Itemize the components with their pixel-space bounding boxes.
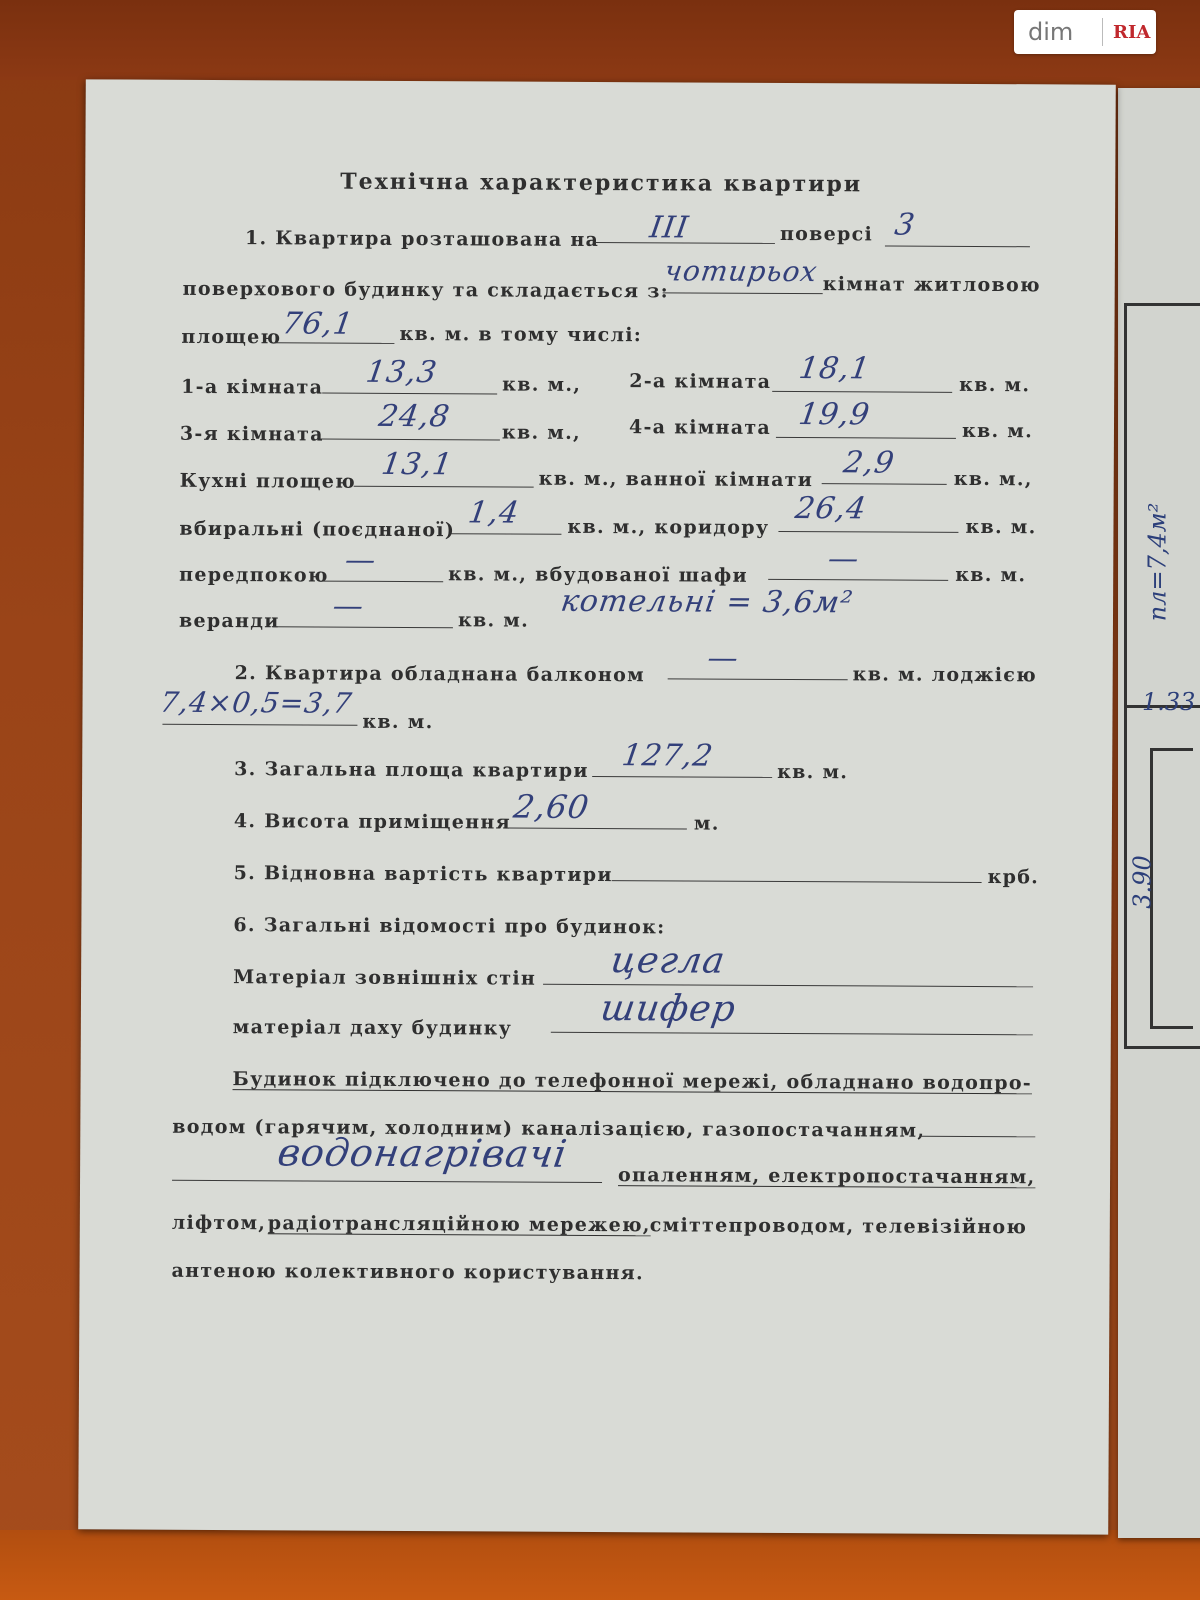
cost-unit: крб. [987, 866, 1040, 889]
p3-label: 3. Загальна площа квартири [234, 758, 589, 782]
field-veranda: — [330, 588, 367, 624]
kitchen-label: Кухні площею [179, 469, 356, 493]
p4-label: 4. Висота приміщення [233, 810, 512, 834]
veranda-label: веранди [178, 609, 280, 633]
room1-label: 1-а кімната [181, 375, 324, 399]
field-height: 2,60 [511, 787, 593, 826]
field-room4-line [776, 437, 956, 439]
field-toilet: 1,4 [465, 495, 522, 531]
floorplan-note: пл=7,4м² [1143, 502, 1172, 622]
field-kitchen: 13,1 [379, 446, 456, 483]
floorplan-dimension-vertical: 3.90 [1128, 855, 1157, 909]
field-roof: шифер [597, 988, 739, 1030]
room3-label: 3-я кімната [179, 422, 324, 446]
walls-label: Матеріал зовнішніх стін [233, 966, 537, 990]
services-line4c: сміттепроводом, телевізійною [649, 1214, 1028, 1239]
field-room1-line [322, 393, 497, 395]
room1-unit: кв. м., [502, 373, 582, 396]
wardrobe-label: кв. м., вбудованої шафи [448, 563, 748, 587]
field-balcony: — [705, 640, 742, 676]
field-living-area: 76,1 [279, 306, 356, 342]
services-line1: Будинок підключено до телефонної мережі, обладнано водопро- [232, 1068, 1033, 1095]
field-room2-line [772, 391, 952, 393]
services-line4b: радіотрансляційною мережею, [267, 1212, 651, 1237]
field-rooms: чотирьох [662, 254, 820, 289]
services-line2-blank [920, 1136, 1035, 1138]
field-loggia-line [162, 724, 357, 726]
field-floor: III [647, 210, 692, 246]
logo-ria-text: RIA [1113, 21, 1151, 43]
field-room3-line [320, 439, 500, 441]
services-line5: антеною колективного користування. [171, 1259, 645, 1285]
document-page [78, 79, 1116, 1534]
area-label: площею [181, 325, 282, 349]
total-unit: кв. м. [777, 760, 849, 784]
field-living-area-line [274, 342, 394, 344]
field-veranda-line [273, 626, 453, 628]
floorplan-dimension: 1.33 [1142, 688, 1196, 716]
dimria-logo [1014, 10, 1156, 54]
toilet-label: вбиральні (поєднаної) [179, 517, 456, 542]
field-floors-total: 3 [892, 207, 918, 243]
field-rooms-line [663, 292, 823, 294]
field-bath-line [822, 483, 947, 485]
veranda-unit: кв. м. [457, 609, 530, 632]
field-floors-line [885, 245, 1030, 247]
loggia-unit: кв. м. [362, 710, 434, 734]
adjacent-page [1118, 88, 1200, 1538]
field-heater-line [172, 1180, 602, 1183]
field-balcony-line [668, 678, 848, 680]
field-wardrobe-line [768, 579, 948, 581]
p6-label: 6. Загальні відомості про будинок: [233, 914, 666, 939]
field-walls: цегла [608, 940, 729, 982]
height-unit: м. [693, 812, 720, 835]
loggia-label: кв. м. лоджією [852, 663, 1038, 687]
field-room1: 13,3 [363, 354, 440, 391]
corridor-unit: кв. м. [965, 515, 1037, 539]
field-walls-line [543, 984, 1033, 988]
hallway-label: передпокою [179, 563, 329, 587]
p5-label: 5. Відновна вартість квартири [233, 862, 613, 887]
field-roof-line [551, 1032, 1033, 1036]
wardrobe-unit: кв. м. [955, 563, 1027, 587]
services-line4a: ліфтом, [171, 1211, 267, 1235]
field-cost-line [612, 880, 982, 883]
room3-unit: кв. м., [501, 421, 582, 444]
services-line3: опаленням, електропостачанням, [618, 1164, 1036, 1189]
field-room2: 18,1 [796, 351, 873, 387]
p2-label: 2. Квартира обладнана балконом [234, 662, 645, 687]
field-total-area: 127,2 [619, 738, 716, 774]
field-loggia: 7,4×0,5=3,7 [158, 685, 355, 720]
services-line2: водом (гарячим, холодним) каналізацією, газопостачанням, [172, 1115, 926, 1142]
field-hallway: — [342, 542, 379, 578]
field-bathroom: 2,9 [841, 445, 898, 481]
table-bottom [0, 1530, 1200, 1600]
p1-line2-label: поверхового будинку та складається з: [182, 277, 670, 303]
p1-label: 1. Квартира розташована на [244, 227, 600, 252]
bath-label: кв. м., ванної кімнати [538, 467, 814, 492]
field-water-heater: водонагрівачі [274, 1130, 571, 1176]
roof-label: матеріал даху будинку [232, 1016, 513, 1040]
field-boiler: котельні = 3,6м² [558, 583, 856, 621]
bath-unit: кв. м., [953, 467, 1033, 491]
field-hallway-line [323, 581, 443, 583]
field-room4: 19,9 [796, 397, 873, 433]
field-height-line [507, 828, 687, 830]
field-corridor: 26,4 [793, 491, 869, 527]
room2-label: 2-а кімната [629, 370, 772, 393]
corridor-label: кв. м., коридору [567, 515, 770, 539]
room4-label: 4-а кімната [628, 416, 772, 439]
field-kitchen-line [354, 486, 534, 488]
living-label: кімнат житловою [822, 273, 1041, 297]
room2-unit: кв. м. [959, 373, 1031, 397]
field-toilet-line [451, 533, 561, 535]
incl-label: кв. м. в тому числі: [399, 322, 643, 347]
room4-unit: кв. м. [961, 419, 1034, 443]
field-corridor-line [778, 531, 958, 533]
document-title: Технічна характеристика квартири [340, 168, 863, 198]
field-wardrobe: — [825, 541, 862, 577]
field-room3: 24,8 [376, 398, 453, 435]
floor-label: поверсі [779, 222, 874, 246]
logo-dim-text: dim [1028, 18, 1074, 46]
field-total-line [592, 776, 772, 778]
